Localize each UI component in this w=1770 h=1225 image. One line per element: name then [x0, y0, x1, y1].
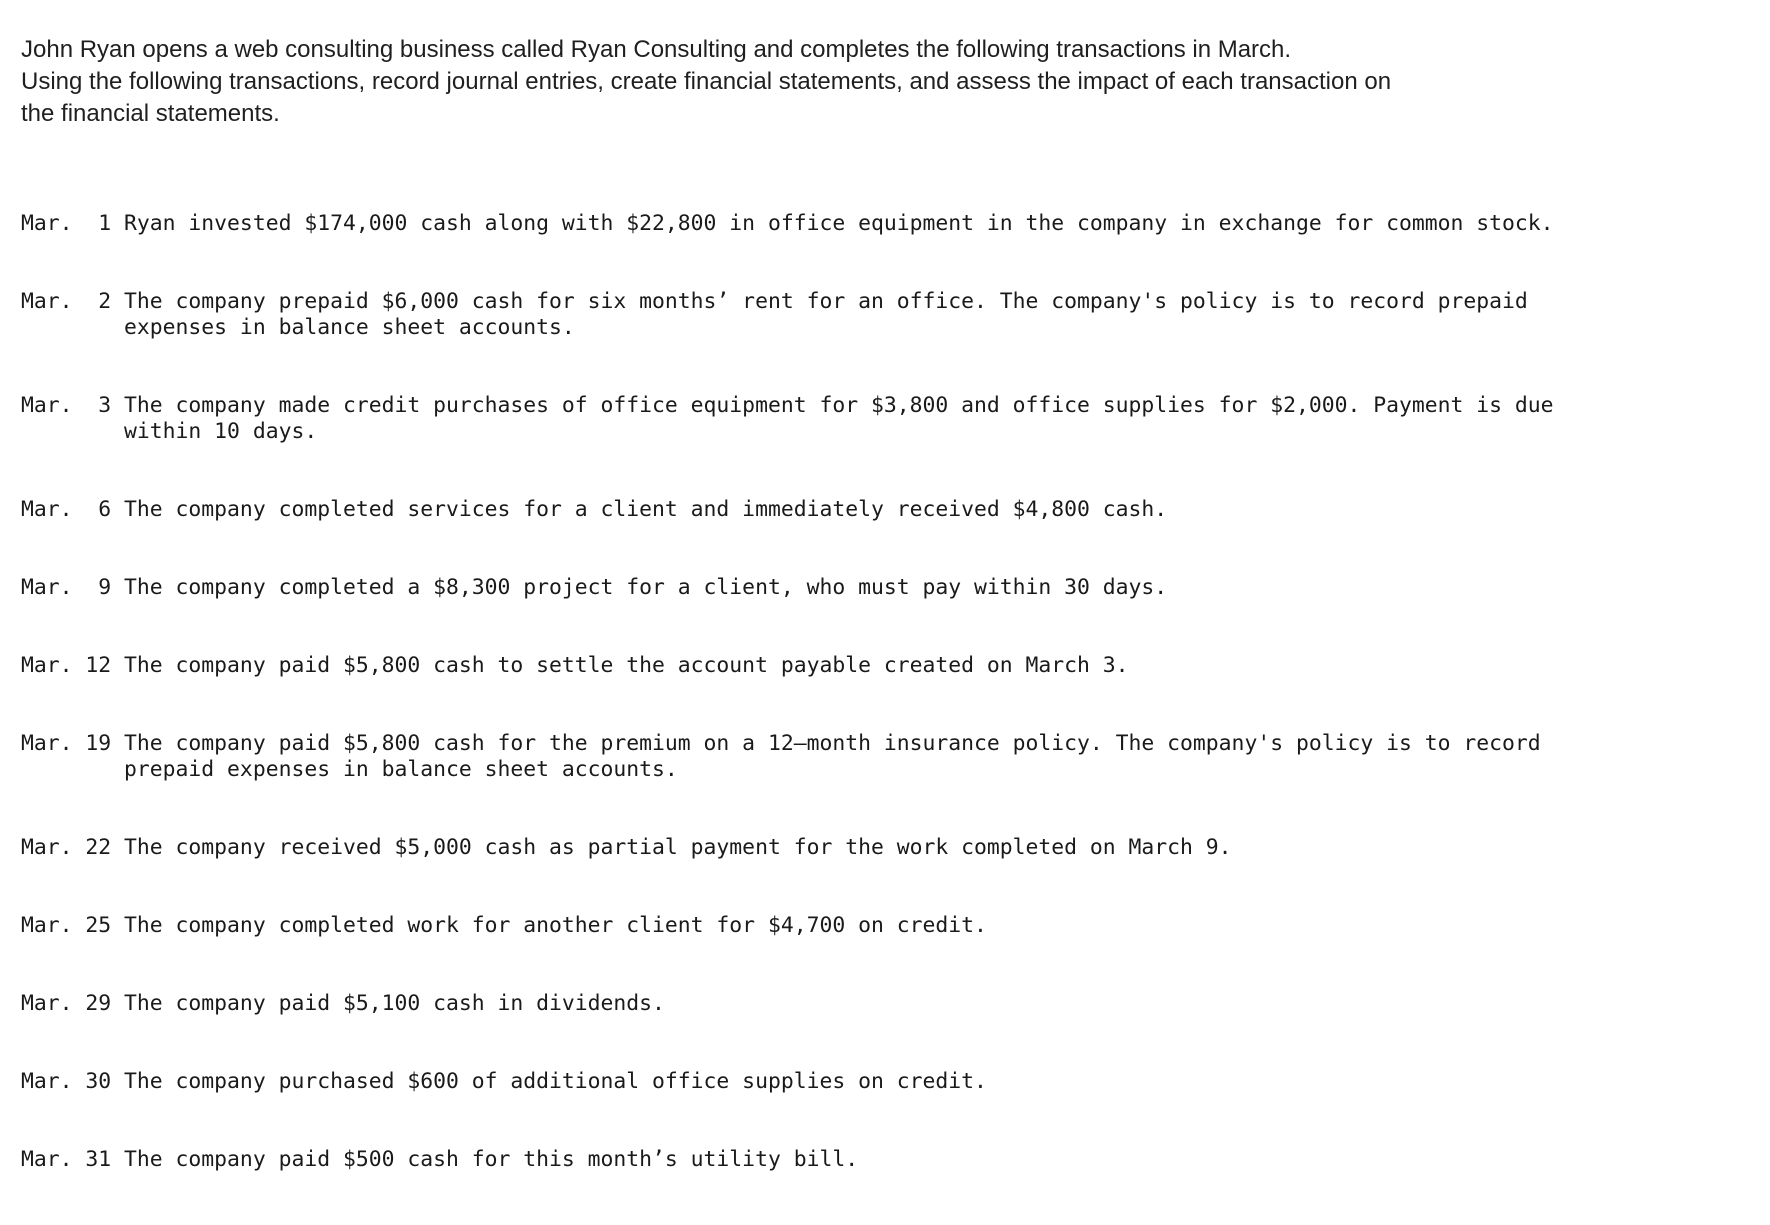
transaction-row	[21, 731, 1721, 783]
transaction-description: The company paid $5,800 cash for the premium on a 12–month insurance policy. The company's policy is to record prepaid expenses in balance sheet accounts.	[124, 731, 1541, 782]
transaction-description: The company paid $5,800 cash to settle the account payable created on March 3.	[124, 653, 1129, 678]
problem-intro	[21, 34, 1661, 130]
transaction-row	[21, 575, 1721, 601]
problem-page	[21, 34, 1721, 1225]
transaction-description: Ryan invested $174,000 cash along with $22,800 in office equipment in the company in exchange for common stock.	[124, 211, 1554, 236]
transaction-date: Mar. 6	[21, 497, 125, 522]
transaction-row	[21, 289, 1721, 341]
transaction-date: Mar. 19	[21, 731, 125, 756]
transaction-row	[21, 211, 1721, 237]
transaction-date: Mar. 9	[21, 575, 125, 600]
transaction-date: Mar. 29	[21, 991, 125, 1016]
transaction-description: The company made credit purchases of office equipment for $3,800 and office supplies for $2,000. Payment is due within 10 days.	[124, 393, 1554, 444]
transaction-row	[21, 913, 1721, 939]
transaction-row	[21, 835, 1721, 861]
transaction-date: Mar. 30	[21, 1069, 125, 1094]
transaction-description: The company prepaid $6,000 cash for six months’ rent for an office. The company's policy is to record prepaid expenses in balance sheet accounts.	[124, 289, 1528, 340]
transaction-row	[21, 991, 1721, 1017]
transaction-date: Mar. 2	[21, 289, 125, 314]
transaction-description: The company paid $500 cash for this month’s utility bill.	[124, 1147, 859, 1172]
transaction-date: Mar. 31	[21, 1147, 125, 1172]
transaction-date: Mar. 12	[21, 653, 125, 678]
transaction-row	[21, 653, 1721, 679]
intro-line-1: John Ryan opens a web consulting business called Ryan Consulting and completes the following transactions in March.	[21, 36, 1292, 63]
transaction-description: The company received $5,000 cash as partial payment for the work completed on March 9.	[124, 835, 1232, 860]
transaction-description: The company completed a $8,300 project for a client, who must pay within 30 days.	[124, 575, 1168, 600]
transaction-date: Mar. 25	[21, 913, 125, 938]
transaction-row	[21, 1147, 1721, 1173]
transaction-description: The company purchased $600 of additional office supplies on credit.	[124, 1069, 987, 1094]
transaction-row	[21, 497, 1721, 523]
intro-line-3: the financial statements.	[21, 100, 280, 127]
transaction-list	[21, 159, 1721, 1225]
transaction-date: Mar. 1	[21, 211, 125, 236]
transaction-date: Mar. 22	[21, 835, 125, 860]
transaction-row	[21, 393, 1721, 445]
transaction-description: The company paid $5,100 cash in dividends.	[124, 991, 665, 1016]
transaction-description: The company completed services for a client and immediately received $4,800 cash.	[124, 497, 1168, 522]
intro-line-2: Using the following transactions, record journal entries, create financial statements, and assess the impact of each transaction on	[21, 68, 1392, 95]
transaction-row	[21, 1069, 1721, 1095]
transaction-description: The company completed work for another client for $4,700 on credit.	[124, 913, 987, 938]
transaction-date: Mar. 3	[21, 393, 125, 418]
